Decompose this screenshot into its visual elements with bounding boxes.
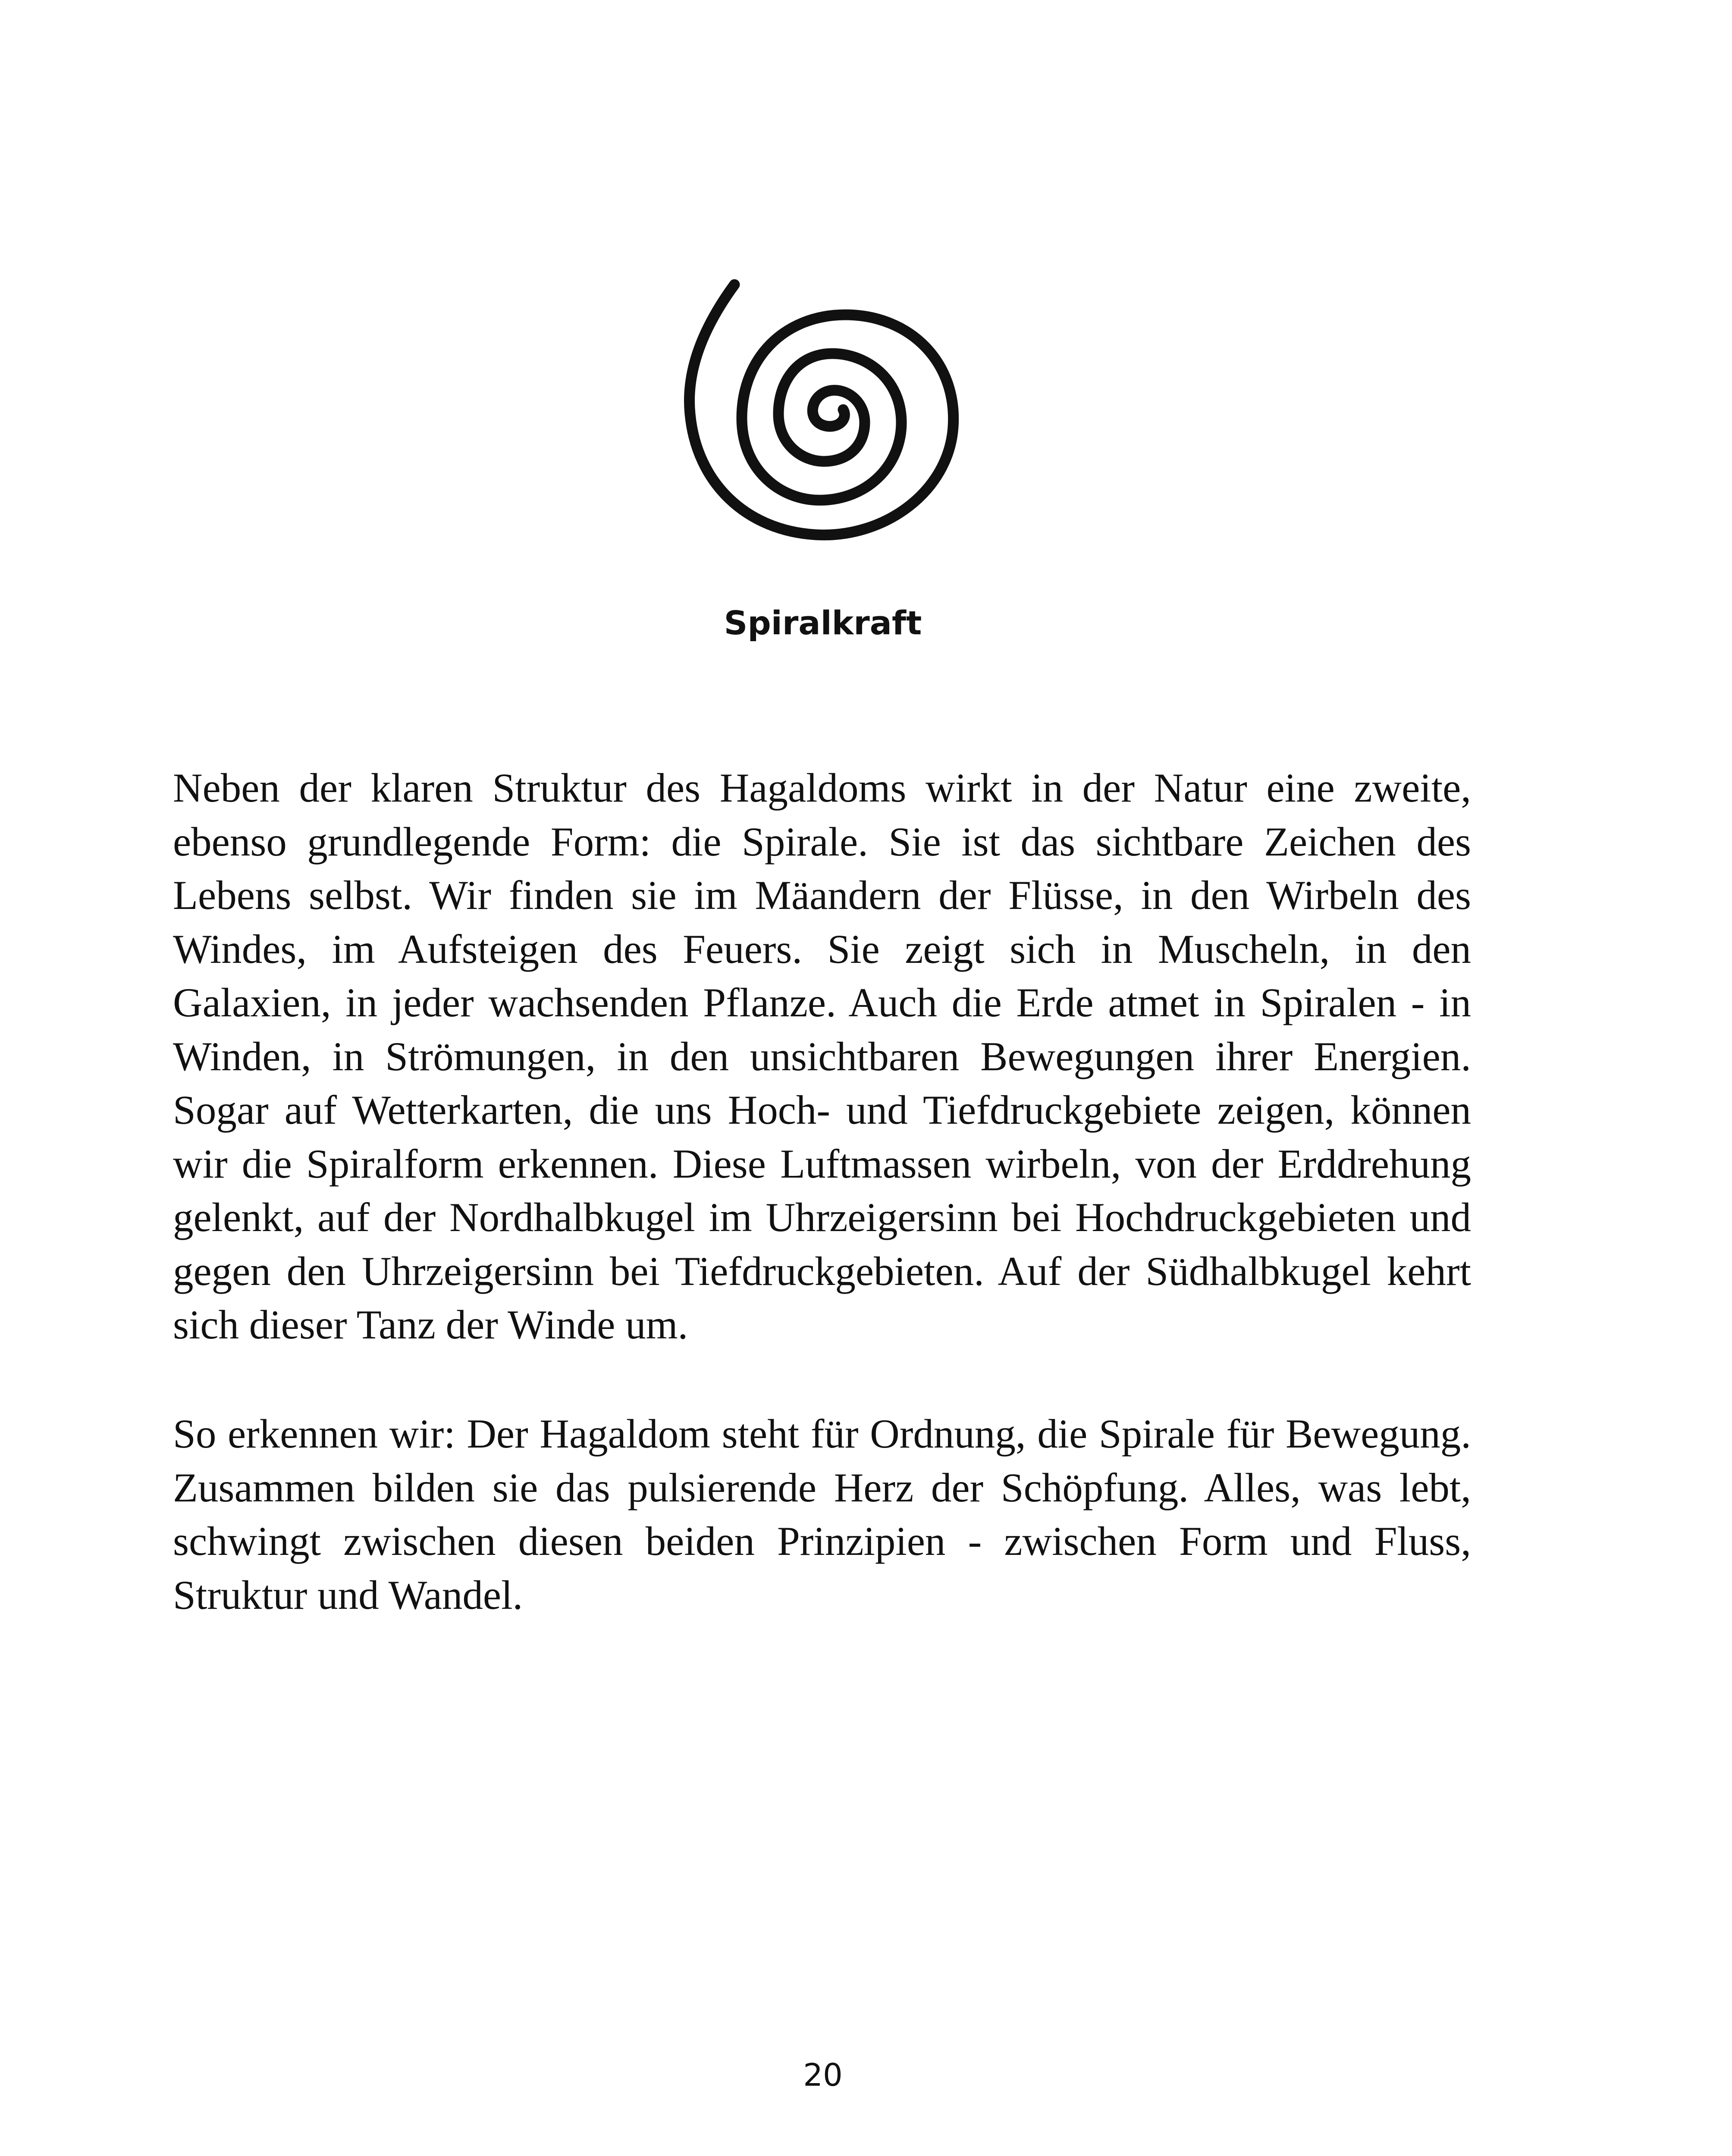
paragraph-1: Neben der klaren Struktur des Hagaldoms wirkt in der Natur eine zweite, ebenso grundlegende Form: die Spirale. Sie ist das sichtbare Zeichen des Lebens selbst. Wir finden sie im Mäandern der Flüsse, in den Wirbeln des Windes, im Aufsteigen des Feuers. Sie zeigt sich in Muscheln, in den Galaxien, in jeder wachsenden Pflanze. Auch die Erde atmet in Spiralen - in Winden, in Strömungen, in den unsichtbaren Bewegungen ihrer Energien. Sogar auf Wetterkarten, die uns Hoch- und Tiefdruckgebiete zeigen, können wir die Spiralform erkennen. Diese Luftmassen wirbeln, von der Erddrehung gelenkt, auf der Nordhalbkugel im Uhrzeigersinn bei Hochdruckgebieten und gegen den Uhrzeigersinn bei Tiefdruckgebieten. Auf der Südhalbkugel kehrt sich dieser Tanz der Winde um. (173, 765, 1471, 1348)
paragraph-2: So erkennen wir: Der Hagaldom steht für Ordnung, die Spirale für Bewegung. Zusammen bilden sie das pulsierende Herz der Schöpfung. Alles, was lebt, schwingt zwischen diesen beiden Prinzipien - zwischen Form und Fluss, Struktur und Wandel. (173, 1411, 1471, 1618)
page-title: Spiralkraft (724, 604, 922, 642)
page-number: 20 (803, 2057, 843, 2093)
spiral-icon (677, 276, 988, 569)
